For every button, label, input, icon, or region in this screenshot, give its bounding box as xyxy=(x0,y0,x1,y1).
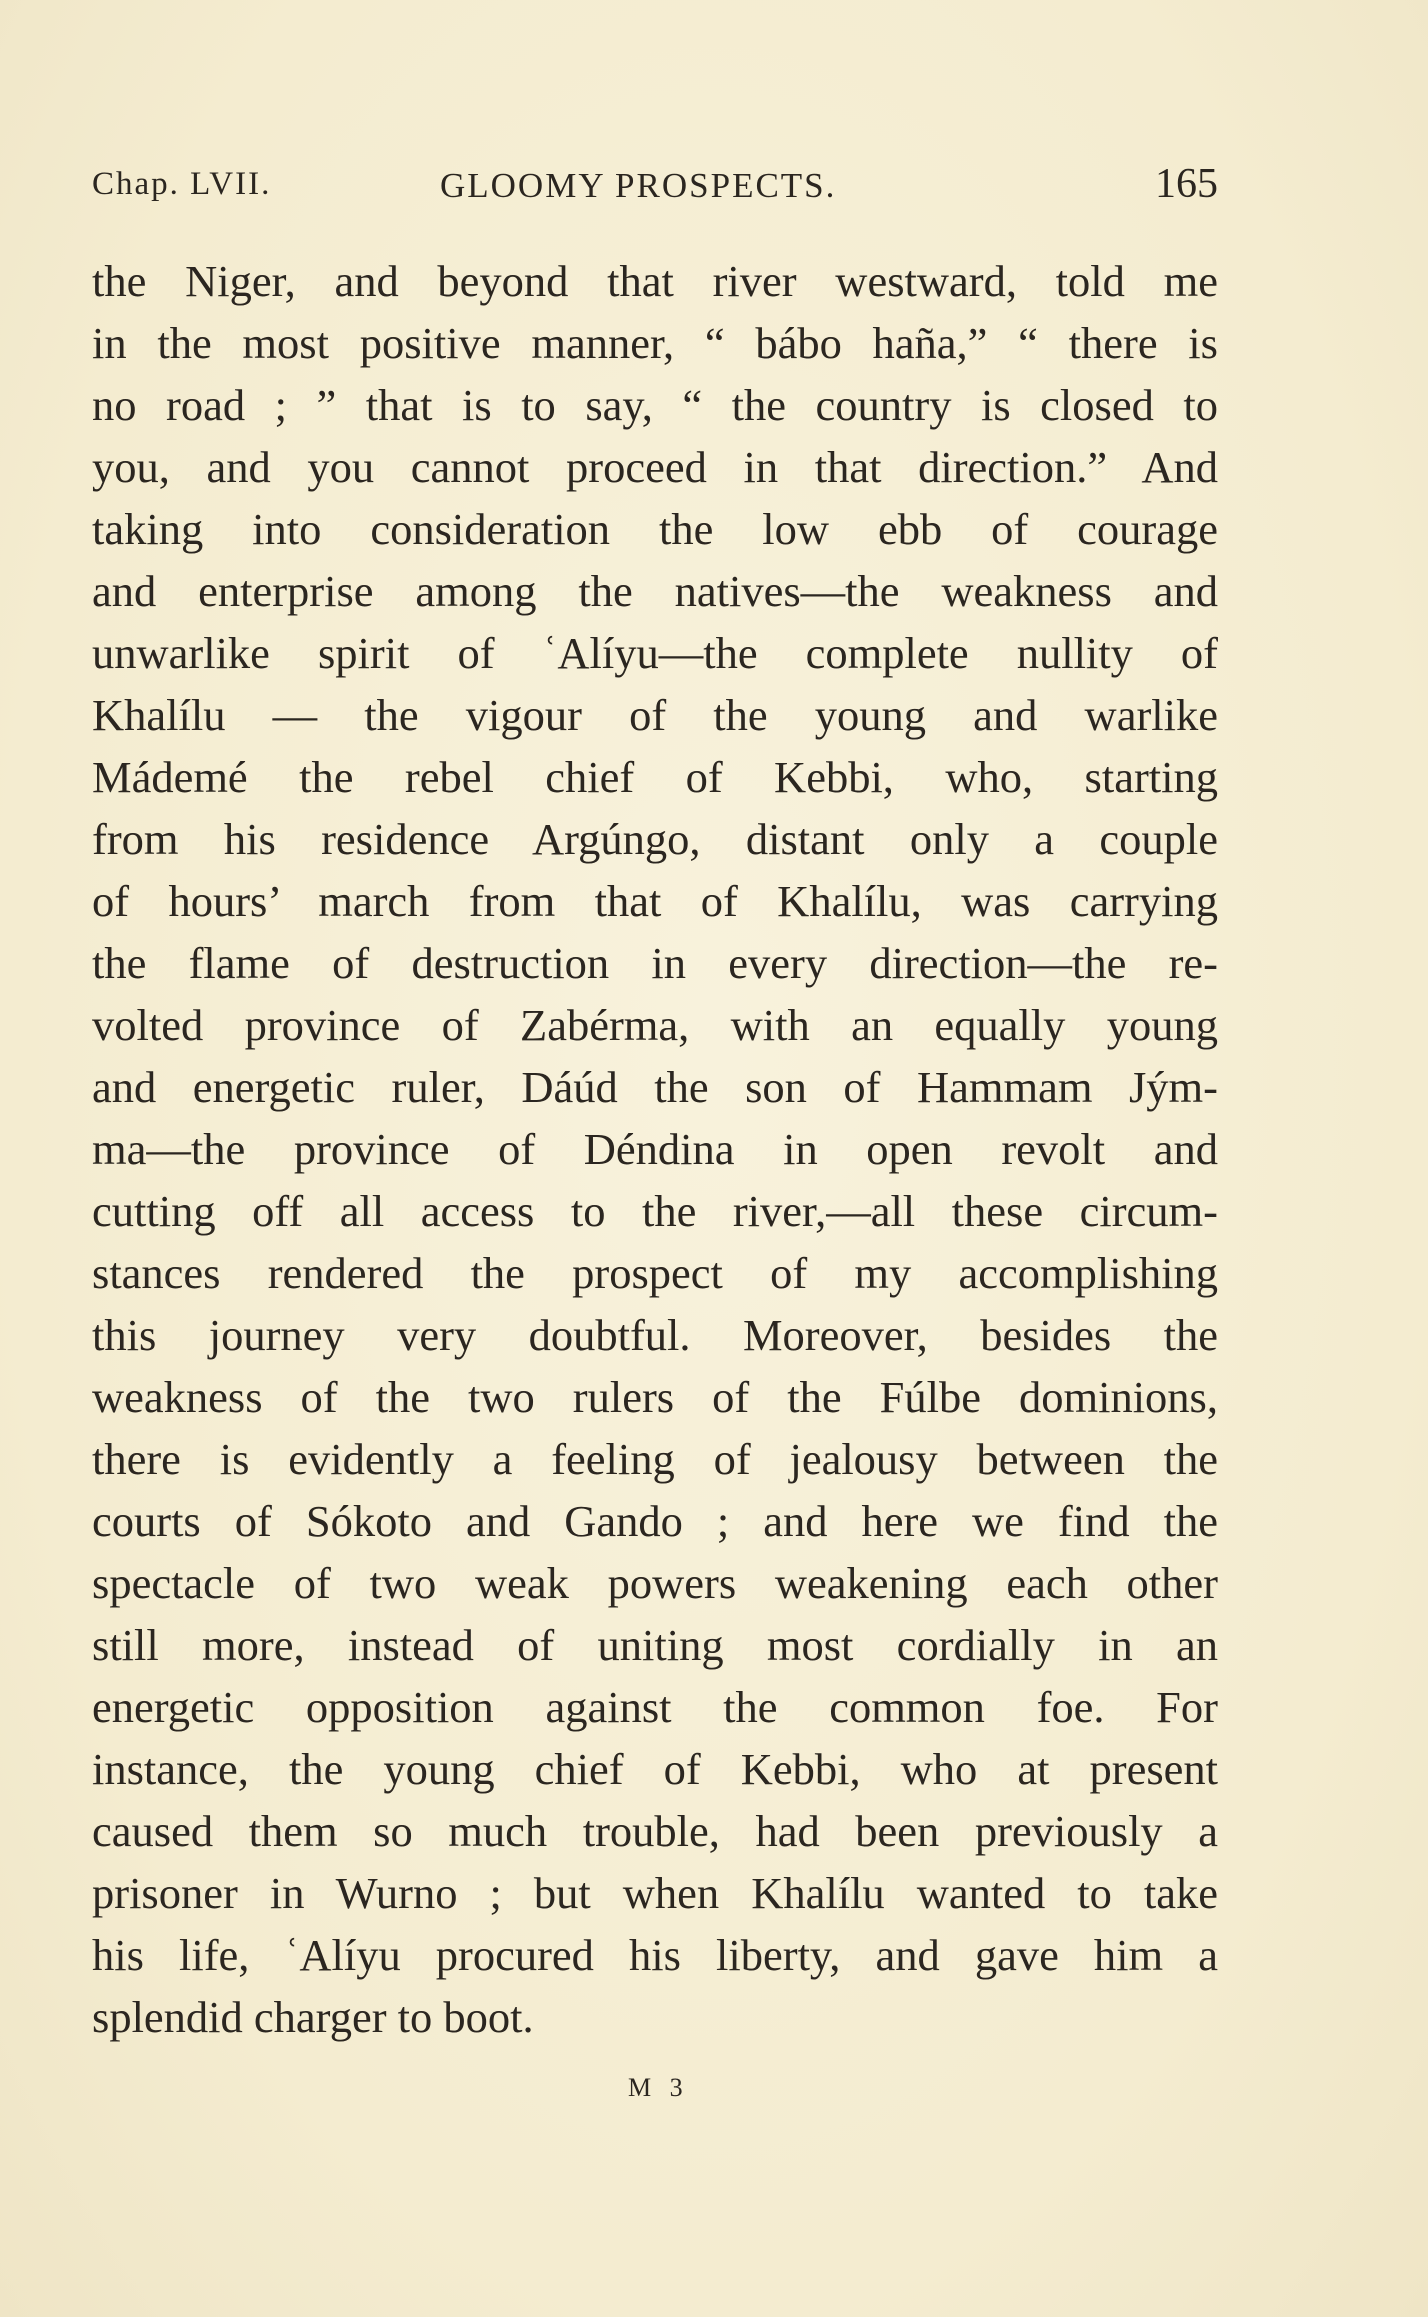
text-line: stances rendered the prospect of my accomplishing xyxy=(92,1248,1218,1298)
running-title: GLOOMY PROSPECTS. xyxy=(440,166,837,205)
text-line: energetic opposition against the common foe. For xyxy=(92,1682,1218,1732)
text-line: volted province of Zabérma, with an equally young xyxy=(92,1000,1218,1050)
text-line: from his residence Argúngo, distant only a couple xyxy=(92,814,1218,864)
text-line: spectacle of two weak powers weakening each other xyxy=(92,1558,1218,1608)
text-line: cutting off all access to the river,—all these circum- xyxy=(92,1186,1218,1236)
text-line: his life, ʿAlíyu procured his liberty, and gave him a xyxy=(92,1930,1218,1980)
body-text xyxy=(92,250,1218,2048)
text-line: no road ; ” that is to say, “ the country is closed to xyxy=(92,380,1218,430)
text-line: the Niger, and beyond that river westward, told me xyxy=(92,256,1218,306)
text-line: unwarlike spirit of ʿAlíyu—the complete nullity of xyxy=(92,628,1218,678)
text-line: the flame of destruction in every direction—the re- xyxy=(92,938,1218,988)
page-number: 165 xyxy=(1155,161,1218,207)
text-line: caused them so much trouble, had been previously a xyxy=(92,1806,1218,1856)
text-line: prisoner in Wurno ; but when Khalílu wanted to take xyxy=(92,1868,1218,1918)
text-line: this journey very doubtful. Moreover, besides the xyxy=(92,1310,1218,1360)
text-line: weakness of the two rulers of the Fúlbe dominions, xyxy=(92,1372,1218,1422)
text-line: still more, instead of uniting most cordially in an xyxy=(92,1620,1218,1670)
text-line: courts of Sókoto and Gando ; and here we find the xyxy=(92,1496,1218,1546)
running-head xyxy=(92,160,1218,210)
signature-mark: M 3 xyxy=(628,2073,689,2102)
text-line: and energetic ruler, Dáúd the son of Hammam Jým- xyxy=(92,1062,1218,1112)
chapter-label: Chap. LVII. xyxy=(92,166,272,202)
text-line: ma—the province of Déndina in open revolt and xyxy=(92,1124,1218,1174)
text-line: and enterprise among the natives—the weakness and xyxy=(92,566,1218,616)
text-line: Mádemé the rebel chief of Kebbi, who, starting xyxy=(92,752,1218,802)
text-line: Khalílu — the vigour of the young and warlike xyxy=(92,690,1218,740)
text-line: in the most positive manner, “ bábo haña,” “ there is xyxy=(92,318,1218,368)
text-line: you, and you cannot proceed in that direction.” And xyxy=(92,442,1218,492)
text-line: there is evidently a feeling of jealousy between the xyxy=(92,1434,1218,1484)
text-line: of hours’ march from that of Khalílu, was carrying xyxy=(92,876,1218,926)
text-line: taking into consideration the low ebb of courage xyxy=(92,504,1218,554)
text-line: splendid charger to boot. xyxy=(92,1992,534,2042)
text-line: instance, the young chief of Kebbi, who at present xyxy=(92,1744,1218,1794)
